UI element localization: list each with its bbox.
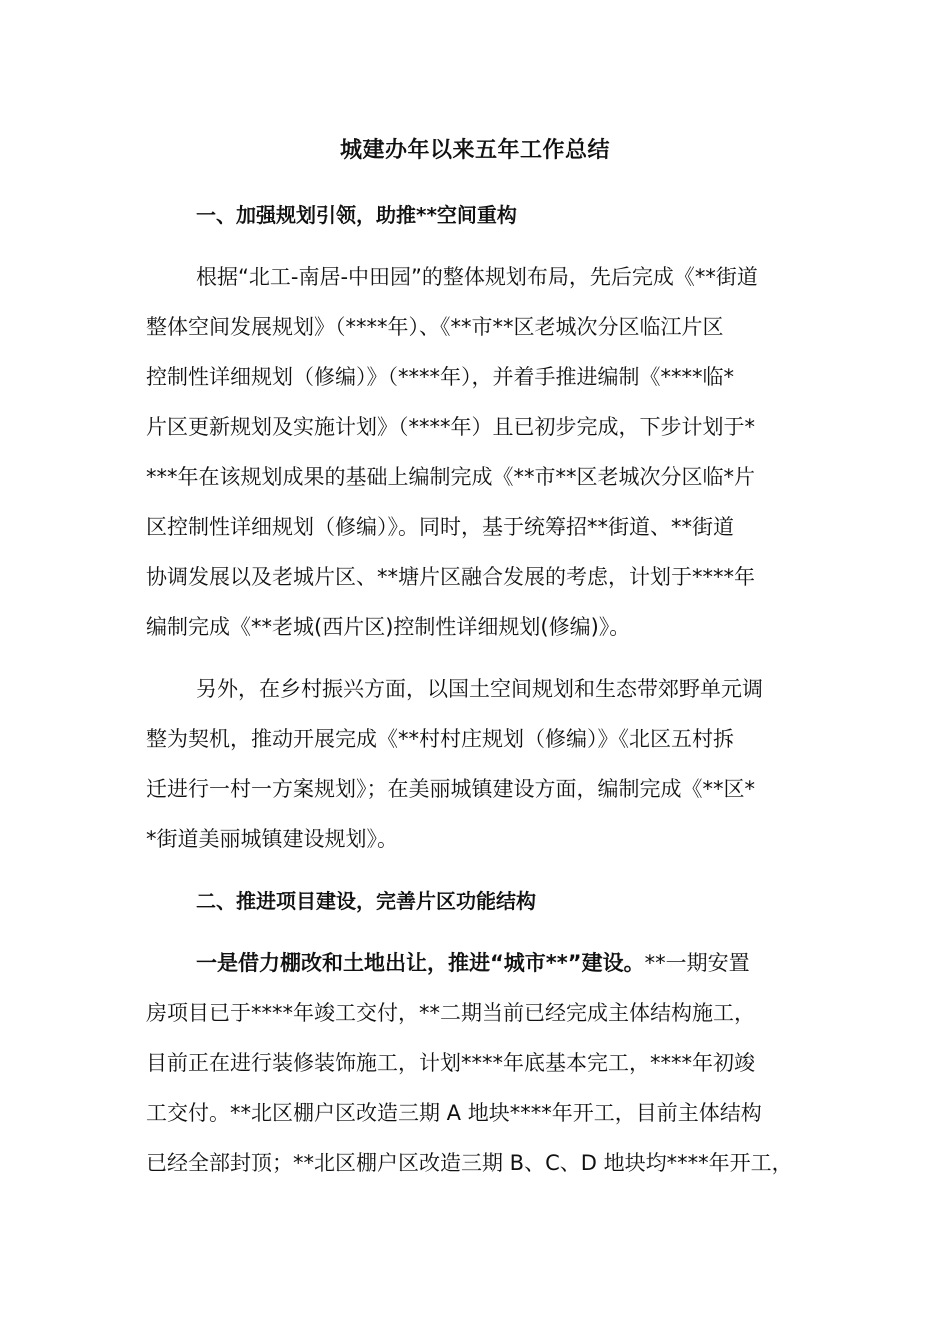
paragraph-line-rest: **一期安置 — [644, 951, 750, 975]
paragraph-line: 区控制性详细规划（修编）》。同时，基于统筹招**街道、**街道 — [146, 515, 734, 539]
paragraph-line: 片区更新规划及实施计划》（****年）且已初步完成，下步计划于* — [146, 415, 755, 439]
paragraph-line: 另外，在乡村振兴方面，以国土空间规划和生态带郊野单元调 — [196, 677, 763, 701]
section-2-heading: 二、推进项目建设，完善片区功能结构 — [196, 889, 536, 913]
paragraph-line-first — [196, 947, 750, 979]
paragraph-line: 根据“北工-南居-中田园”的整体规划布局，先后完成《**街道 — [196, 265, 758, 289]
paragraph-line: 控制性详细规划（修编）》（****年），并着手推进编制《****临* — [146, 365, 734, 389]
paragraph-line: ***年在该规划成果的基础上编制完成《**市**区老城次分区临*片 — [146, 465, 755, 489]
paragraph-line: 已经全部封顶；**北区棚户区改造三期 B、C、D 地块均****年开工， — [146, 1151, 793, 1175]
paragraph-line: 迁进行一村一方案规划》；在美丽城镇建设方面，编制完成《**区* — [146, 777, 755, 801]
paragraph-line: 协调发展以及老城片区、**塘片区融合发展的考虑，计划于****年 — [146, 565, 755, 589]
document-title: 城建办年以来五年工作总结 — [339, 138, 610, 163]
paragraph-line: 整体空间发展规划》（****年）、《**市**区老城次分区临江片区 — [146, 315, 724, 339]
paragraph-line: *街道美丽城镇建设规划》。 — [146, 827, 398, 851]
paragraph-line: 目前正在进行装修装饰施工，计划****年底基本完工，****年初竣 — [146, 1051, 755, 1075]
paragraph-line: 编制完成《**老城(西片区)控制性详细规划(修编)》。 — [146, 615, 631, 639]
section-1-heading: 一、加强规划引领，助推**空间重构 — [196, 203, 517, 227]
paragraph-line: 工交付。**北区棚户区改造三期 A 地块****年开工，目前主体结构 — [146, 1101, 762, 1125]
paragraph-lead-text: 一是借力棚改和土地出让，推进“城市**”建设。 — [196, 951, 645, 975]
paragraph-line: 整为契机，推动开展完成《**村村庄规划（修编）》《北区五村拆 — [146, 727, 734, 751]
paragraph-line: 房项目已于****年竣工交付，**二期当前已经完成主体结构施工， — [146, 1001, 755, 1025]
